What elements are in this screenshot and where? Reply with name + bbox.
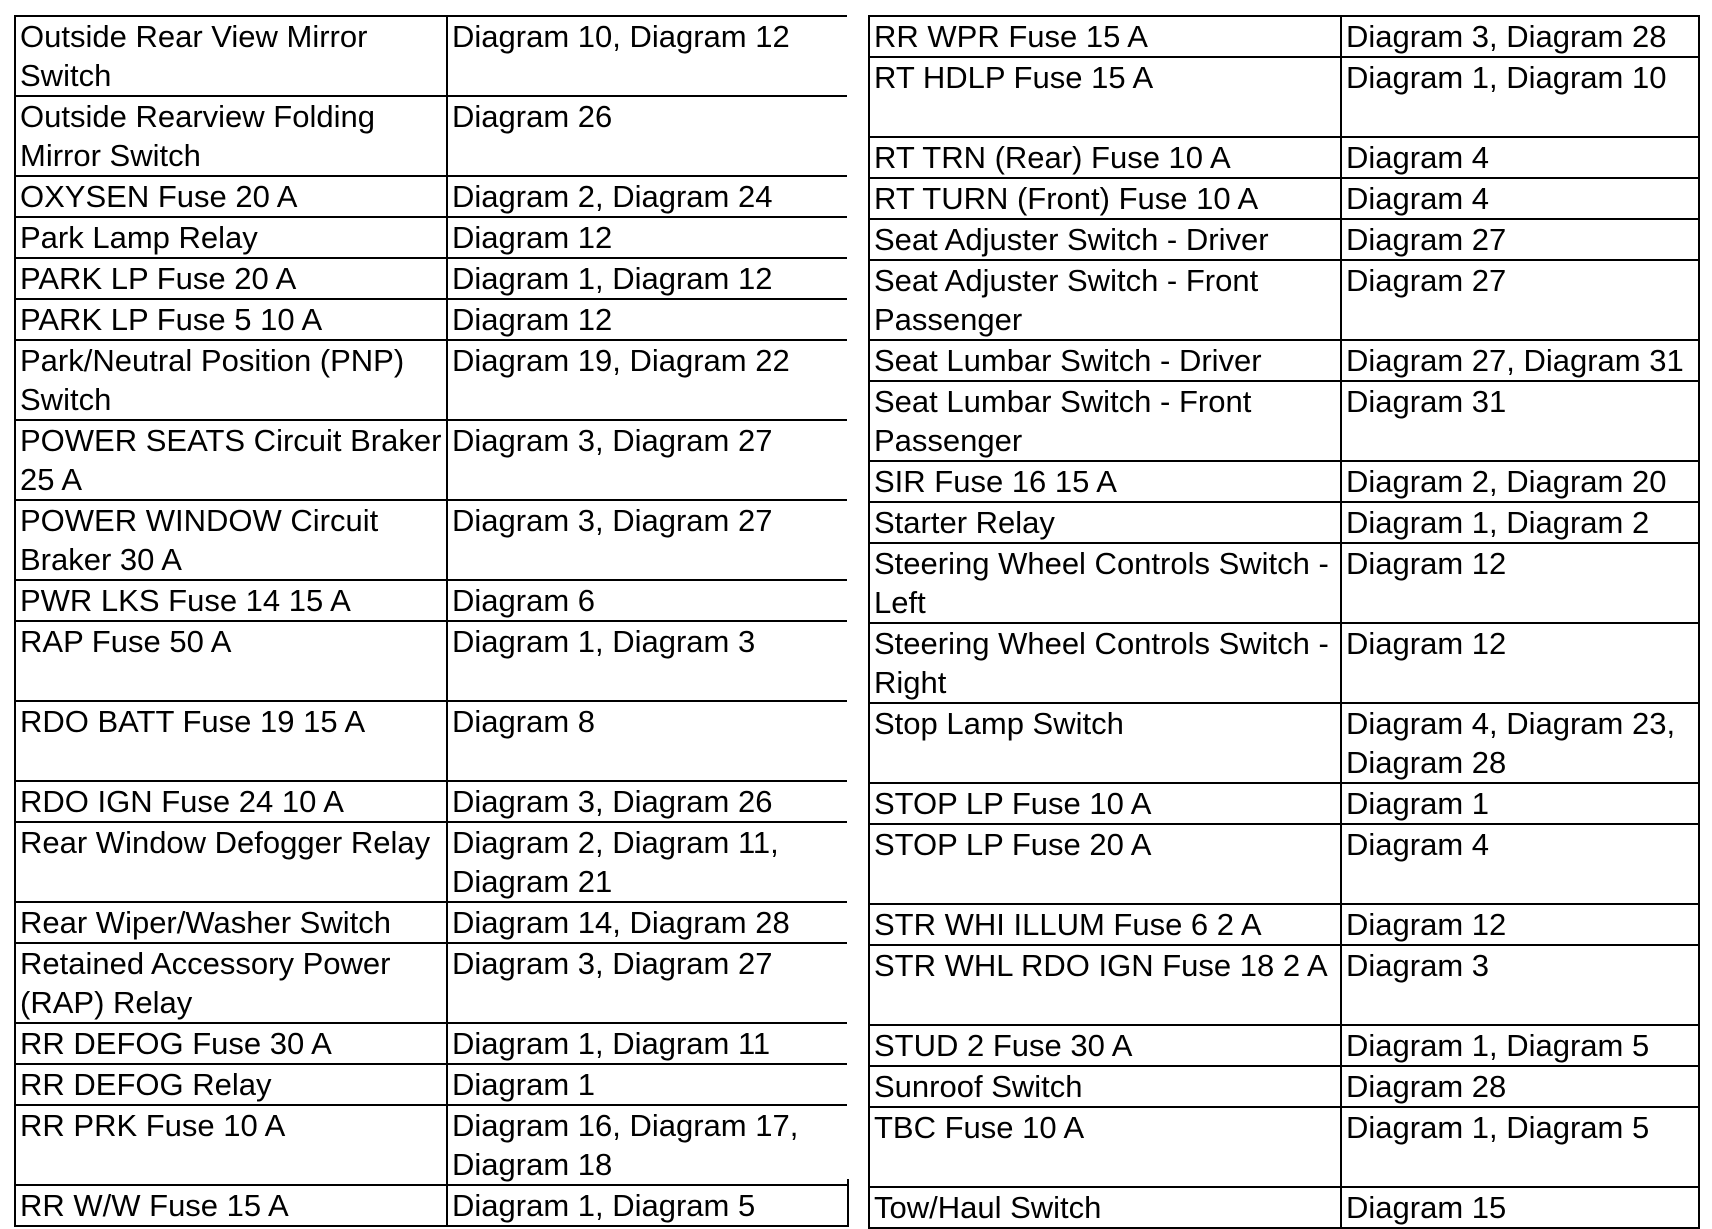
diagram-reference-cell: Diagram 1, Diagram 11 — [447, 1023, 848, 1064]
table-row — [15, 621, 848, 701]
component-name-cell: RAP Fuse 50 A — [15, 621, 447, 701]
table-row — [15, 500, 848, 580]
table-row — [869, 57, 1699, 137]
component-name-cell: Park Lamp Relay — [15, 217, 447, 258]
table-row — [869, 219, 1699, 260]
table-row — [869, 543, 1699, 623]
left-index-table — [14, 15, 849, 1227]
table-row — [15, 781, 848, 822]
table-row — [15, 1023, 848, 1064]
table-row — [869, 16, 1699, 57]
component-name-cell: RR PRK Fuse 10 A — [15, 1105, 447, 1185]
right-index-table — [868, 15, 1700, 1229]
diagram-reference-cell: Diagram 19, Diagram 22 — [447, 340, 848, 420]
component-name-cell: SIR Fuse 16 15 A — [869, 461, 1341, 502]
table-row — [869, 1107, 1699, 1187]
component-name-cell: RR WPR Fuse 15 A — [869, 16, 1341, 57]
component-name-cell: Stop Lamp Switch — [869, 703, 1341, 783]
component-name-cell: Rear Window Defogger Relay — [15, 822, 447, 902]
table-row — [869, 137, 1699, 178]
component-name-cell: Rear Wiper/Washer Switch — [15, 902, 447, 943]
component-name-cell: Seat Lumbar Switch - Front Passenger — [869, 381, 1341, 461]
table-row — [15, 580, 848, 621]
diagram-reference-cell: Diagram 1, Diagram 10 — [1341, 57, 1699, 137]
table-row — [869, 1066, 1699, 1107]
component-name-cell: Steering Wheel Controls Switch - Right — [869, 623, 1341, 703]
component-name-cell: Seat Lumbar Switch - Driver — [869, 340, 1341, 381]
component-name-cell: POWER WINDOW Circuit Braker 30 A — [15, 500, 447, 580]
diagram-reference-cell: Diagram 27 — [1341, 219, 1699, 260]
table-row — [15, 96, 848, 176]
diagram-reference-cell: Diagram 4 — [1341, 178, 1699, 219]
table-row — [869, 502, 1699, 543]
component-name-cell: PARK LP Fuse 5 10 A — [15, 299, 447, 340]
diagram-reference-cell: Diagram 1, Diagram 5 — [447, 1185, 848, 1226]
component-name-cell: RR DEFOG Relay — [15, 1064, 447, 1105]
diagram-reference-cell: Diagram 1, Diagram 3 — [447, 621, 848, 701]
table-row — [869, 1025, 1699, 1066]
table-row — [869, 461, 1699, 502]
component-name-cell: Starter Relay — [869, 502, 1341, 543]
component-name-cell: Outside Rearview Folding Mirror Switch — [15, 96, 447, 176]
diagram-reference-cell: Diagram 10, Diagram 12 — [447, 16, 848, 96]
diagram-reference-cell: Diagram 12 — [1341, 623, 1699, 703]
diagram-reference-cell: Diagram 8 — [447, 701, 848, 781]
table-row — [869, 1187, 1699, 1228]
component-name-cell: Outside Rear View Mirror Switch — [15, 16, 447, 96]
diagram-reference-cell: Diagram 31 — [1341, 381, 1699, 461]
diagram-reference-cell: Diagram 28 — [1341, 1066, 1699, 1107]
table-row — [15, 1185, 848, 1226]
diagram-reference-cell: Diagram 12 — [447, 299, 848, 340]
component-name-cell: Park/Neutral Position (PNP) Switch — [15, 340, 447, 420]
diagram-reference-cell: Diagram 3, Diagram 28 — [1341, 16, 1699, 57]
table-row — [15, 822, 848, 902]
diagram-reference-cell: Diagram 1, Diagram 5 — [1341, 1025, 1699, 1066]
table-row — [15, 176, 848, 217]
component-name-cell: Sunroof Switch — [869, 1066, 1341, 1107]
component-name-cell: RT HDLP Fuse 15 A — [869, 57, 1341, 137]
component-name-cell: STOP LP Fuse 10 A — [869, 783, 1341, 824]
table-row — [15, 1064, 848, 1105]
table-row — [869, 824, 1699, 904]
table-row — [15, 258, 848, 299]
table-row — [15, 217, 848, 258]
diagram-reference-cell: Diagram 2, Diagram 20 — [1341, 461, 1699, 502]
component-name-cell: STOP LP Fuse 20 A — [869, 824, 1341, 904]
component-name-cell: RDO BATT Fuse 19 15 A — [15, 701, 447, 781]
diagram-reference-cell: Diagram 3, Diagram 27 — [447, 420, 848, 500]
diagram-reference-cell: Diagram 1 — [447, 1064, 848, 1105]
diagram-reference-cell: Diagram 1, Diagram 5 — [1341, 1107, 1699, 1187]
table-row — [15, 701, 848, 781]
table-row — [869, 703, 1699, 783]
diagram-reference-cell: Diagram 3, Diagram 27 — [447, 500, 848, 580]
component-name-cell: RR W/W Fuse 15 A — [15, 1185, 447, 1226]
component-name-cell: RR DEFOG Fuse 30 A — [15, 1023, 447, 1064]
component-name-cell: PARK LP Fuse 20 A — [15, 258, 447, 299]
diagram-reference-cell: Diagram 12 — [447, 217, 848, 258]
diagram-reference-cell: Diagram 2, Diagram 24 — [447, 176, 848, 217]
table-row — [15, 340, 848, 420]
diagram-reference-cell: Diagram 15 — [1341, 1187, 1699, 1228]
table-row — [869, 260, 1699, 340]
diagram-reference-cell: Diagram 26 — [447, 96, 848, 176]
diagram-reference-cell: Diagram 6 — [447, 580, 848, 621]
component-name-cell: STR WHI ILLUM Fuse 6 2 A — [869, 904, 1341, 945]
table-row — [15, 299, 848, 340]
diagram-reference-cell: Diagram 12 — [1341, 543, 1699, 623]
component-name-cell: OXYSEN Fuse 20 A — [15, 176, 447, 217]
diagram-reference-cell: Diagram 1 — [1341, 783, 1699, 824]
component-name-cell: TBC Fuse 10 A — [869, 1107, 1341, 1187]
table-row — [15, 943, 848, 1023]
column-gutter — [847, 15, 868, 1179]
component-name-cell: Steering Wheel Controls Switch - Left — [869, 543, 1341, 623]
table-row — [869, 904, 1699, 945]
table-row — [869, 623, 1699, 703]
diagram-reference-cell: Diagram 27 — [1341, 260, 1699, 340]
diagram-reference-cell: Diagram 14, Diagram 28 — [447, 902, 848, 943]
diagram-reference-cell: Diagram 4 — [1341, 824, 1699, 904]
left-table-body — [15, 16, 848, 1226]
component-name-cell: STR WHL RDO IGN Fuse 18 2 A — [869, 945, 1341, 1025]
component-name-cell: Seat Adjuster Switch - Driver — [869, 219, 1341, 260]
component-name-cell: Tow/Haul Switch — [869, 1187, 1341, 1228]
component-name-cell: POWER SEATS Circuit Braker 25 A — [15, 420, 447, 500]
diagram-reference-cell: Diagram 16, Diagram 17, Diagram 18 — [447, 1105, 848, 1185]
table-row — [15, 902, 848, 943]
diagram-reference-cell: Diagram 27, Diagram 31 — [1341, 340, 1699, 381]
table-row — [869, 381, 1699, 461]
diagram-reference-cell: Diagram 3, Diagram 27 — [447, 943, 848, 1023]
component-name-cell: PWR LKS Fuse 14 15 A — [15, 580, 447, 621]
table-row — [869, 783, 1699, 824]
diagram-reference-cell: Diagram 3 — [1341, 945, 1699, 1025]
diagram-reference-cell: Diagram 4 — [1341, 137, 1699, 178]
table-row — [15, 1105, 848, 1185]
right-table-body — [869, 16, 1699, 1228]
component-name-cell: RT TRN (Rear) Fuse 10 A — [869, 137, 1341, 178]
diagram-reference-cell: Diagram 3, Diagram 26 — [447, 781, 848, 822]
table-row — [869, 945, 1699, 1025]
component-name-cell: RDO IGN Fuse 24 10 A — [15, 781, 447, 822]
component-name-cell: STUD 2 Fuse 30 A — [869, 1025, 1341, 1066]
diagram-reference-cell: Diagram 1, Diagram 2 — [1341, 502, 1699, 543]
diagram-reference-cell: Diagram 2, Diagram 11, Diagram 21 — [447, 822, 848, 902]
table-row — [15, 16, 848, 96]
table-row — [869, 340, 1699, 381]
table-row — [15, 420, 848, 500]
diagram-reference-cell: Diagram 4, Diagram 23, Diagram 28 — [1341, 703, 1699, 783]
component-name-cell: RT TURN (Front) Fuse 10 A — [869, 178, 1341, 219]
diagram-reference-cell: Diagram 1, Diagram 12 — [447, 258, 848, 299]
diagram-reference-cell: Diagram 12 — [1341, 904, 1699, 945]
component-name-cell: Retained Accessory Power (RAP) Relay — [15, 943, 447, 1023]
table-row — [869, 178, 1699, 219]
component-name-cell: Seat Adjuster Switch - Front Passenger — [869, 260, 1341, 340]
